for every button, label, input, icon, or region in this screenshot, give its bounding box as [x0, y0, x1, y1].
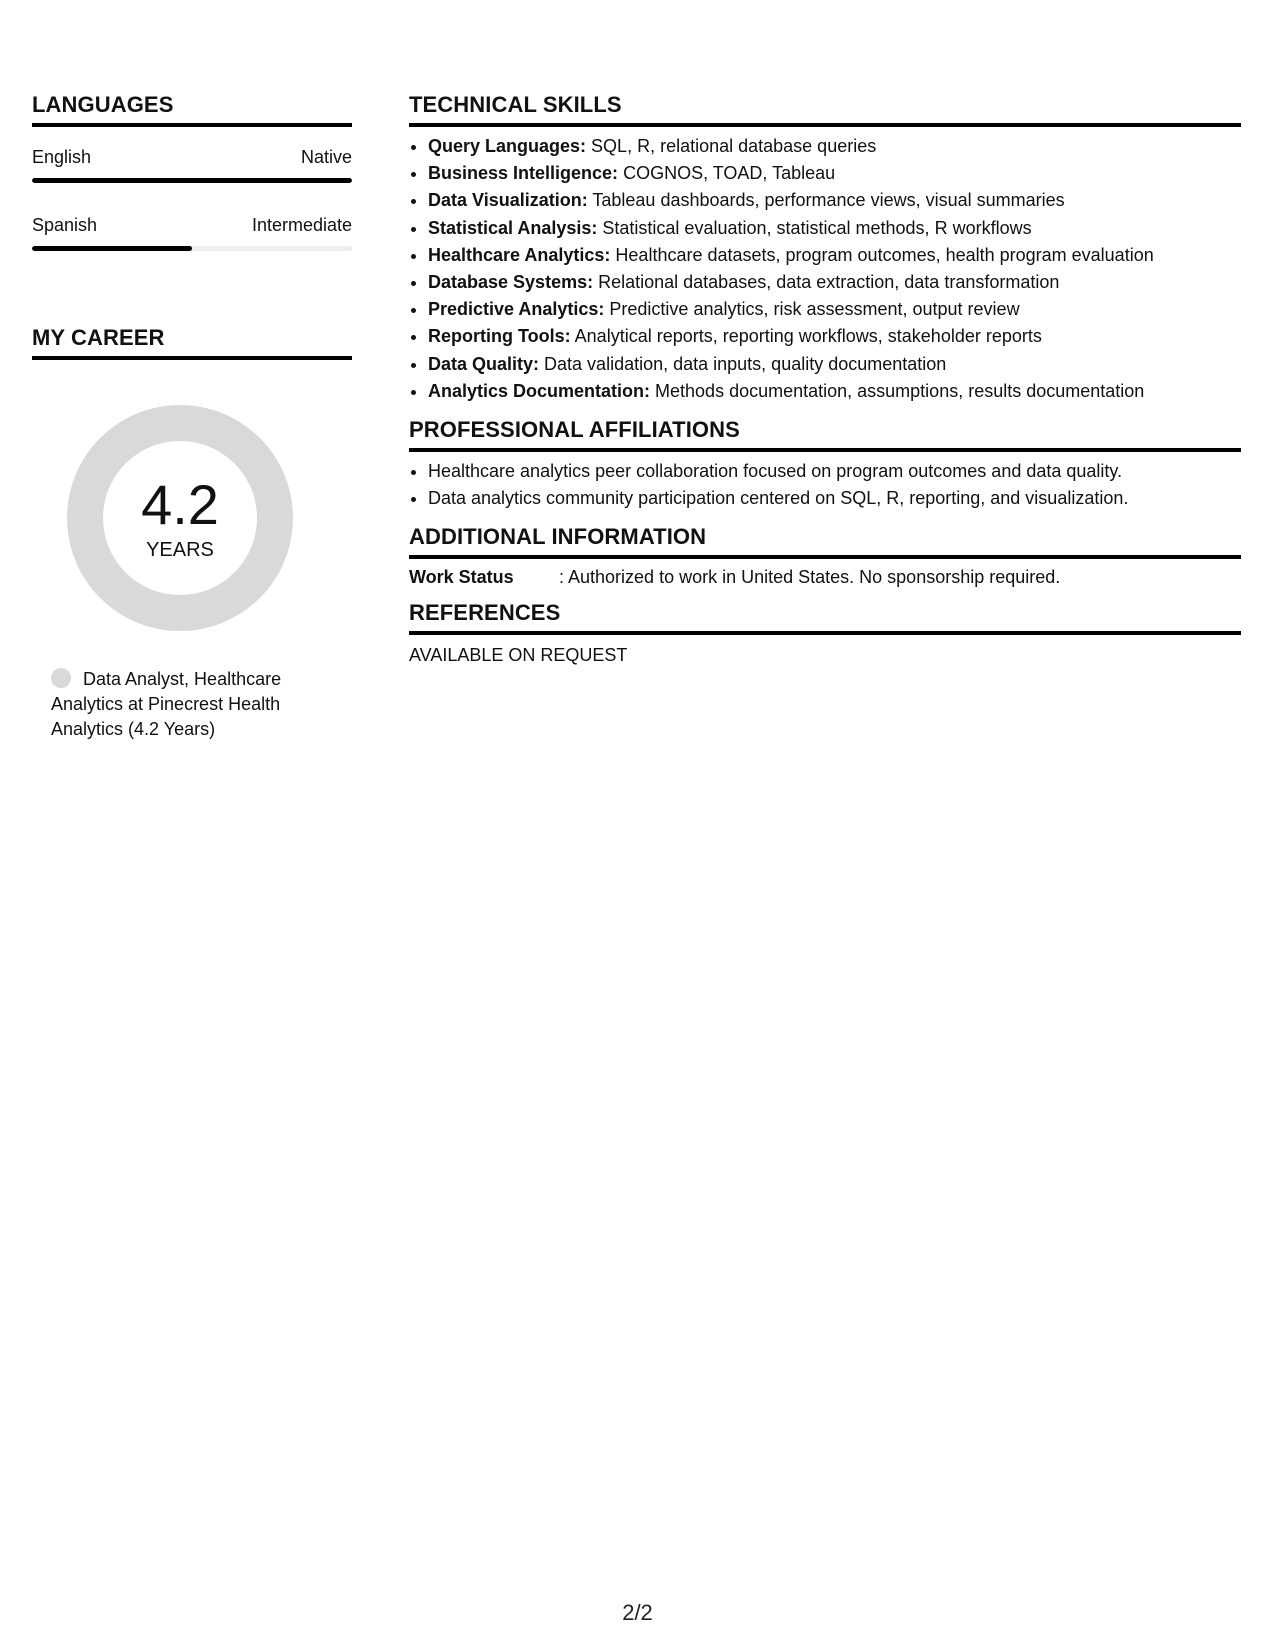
additional-info-heading: ADDITIONAL INFORMATION — [409, 524, 1241, 559]
skill-text: Relational databases, data extraction, data transformation — [593, 272, 1060, 293]
languages-heading: LANGUAGES — [32, 92, 352, 127]
references-section — [409, 600, 1241, 666]
technical-skills-heading: TECHNICAL SKILLS — [409, 92, 1241, 127]
skill-label: Predictive Analytics: — [428, 299, 605, 320]
language-name: Spanish — [32, 215, 98, 235]
skill-text: Tableau dashboards, performance views, visual summaries — [587, 190, 1065, 211]
language-level: Intermediate — [251, 215, 352, 235]
affiliations-section — [409, 417, 1241, 512]
skill-text: SQL, R, relational database queries — [586, 136, 877, 156]
career-years-unit: YEARS — [146, 539, 214, 561]
skill-label: Data Visualization: — [428, 190, 588, 211]
left-column — [32, 92, 352, 742]
list-item — [428, 133, 1241, 160]
list-item — [428, 187, 1241, 214]
skill-label: Business Intelligence: — [428, 163, 619, 184]
skill-label: Statistical Analysis: — [428, 217, 598, 238]
list-item — [428, 269, 1241, 296]
work-status-label: Work Status — [409, 567, 514, 588]
list-item — [428, 242, 1241, 269]
career-years-ring — [67, 405, 293, 631]
references-heading: REFERENCES — [409, 600, 1241, 635]
skill-text: Predictive analytics, risk assessment, output review — [604, 299, 1020, 320]
list-item — [428, 296, 1241, 323]
skill-text: Statistical evaluation, statistical methods, R workflows — [597, 217, 1032, 238]
skill-text: Healthcare datasets, program outcomes, health program evaluation — [610, 244, 1154, 265]
language-proficiency-fill — [32, 246, 192, 251]
skill-label: Data Quality: — [428, 353, 540, 374]
list-item — [428, 378, 1241, 405]
references-text: AVAILABLE ON REQUEST — [409, 645, 628, 666]
page-number: 2/2 — [622, 1600, 653, 1625]
language-proficiency-bar — [32, 246, 352, 251]
skill-text: Data validation, data inputs, quality documentation — [539, 353, 947, 374]
list-item: • Data analytics community participation centered on SQL, R, reporting, and visualization. — [428, 485, 1241, 512]
list-item — [428, 351, 1241, 378]
list-item — [428, 323, 1241, 350]
affiliations-list — [409, 458, 1241, 512]
skill-label: Database Systems: — [428, 272, 594, 293]
skill-text: Analytical reports, reporting workflows, stakeholder reports — [570, 326, 1042, 347]
list-item — [428, 160, 1241, 187]
right-column — [409, 92, 1241, 666]
career-entry — [51, 667, 311, 742]
list-item: • Healthcare analytics peer collaboration focused on program outcomes and data quality. — [428, 458, 1241, 485]
skill-text: COGNOS, TOAD, Tableau — [618, 163, 836, 184]
skill-label: Healthcare Analytics: — [428, 244, 611, 265]
language-item-spanish — [32, 215, 352, 251]
list-item — [428, 215, 1241, 242]
additional-info-section — [409, 524, 1241, 588]
skill-label: Query Languages: — [428, 136, 587, 156]
language-item-english — [32, 147, 352, 183]
career-legend-dot — [51, 668, 71, 688]
work-status-value: : Authorized to work in United States. No sponsorship required. — [559, 567, 1061, 588]
work-status-row — [409, 567, 1241, 588]
career-years-value: 4.2 — [141, 473, 219, 536]
skill-label: Reporting Tools: — [428, 326, 571, 347]
career-heading: MY CAREER — [32, 325, 352, 360]
affiliations-heading: PROFESSIONAL AFFILIATIONS — [409, 417, 1241, 452]
language-level: Native — [300, 147, 352, 167]
language-name: English — [32, 147, 92, 167]
skill-label: Analytics Documentation: — [428, 380, 651, 401]
technical-skills-list — [409, 133, 1241, 405]
language-proficiency-bar — [32, 178, 352, 183]
language-proficiency-fill — [32, 178, 352, 183]
skill-text: Methods documentation, assumptions, results documentation — [650, 380, 1145, 401]
career-entry-text: Data Analyst, Healthcare Analytics at Pinecrest Health Analytics (4.2 Years) — [51, 669, 282, 739]
